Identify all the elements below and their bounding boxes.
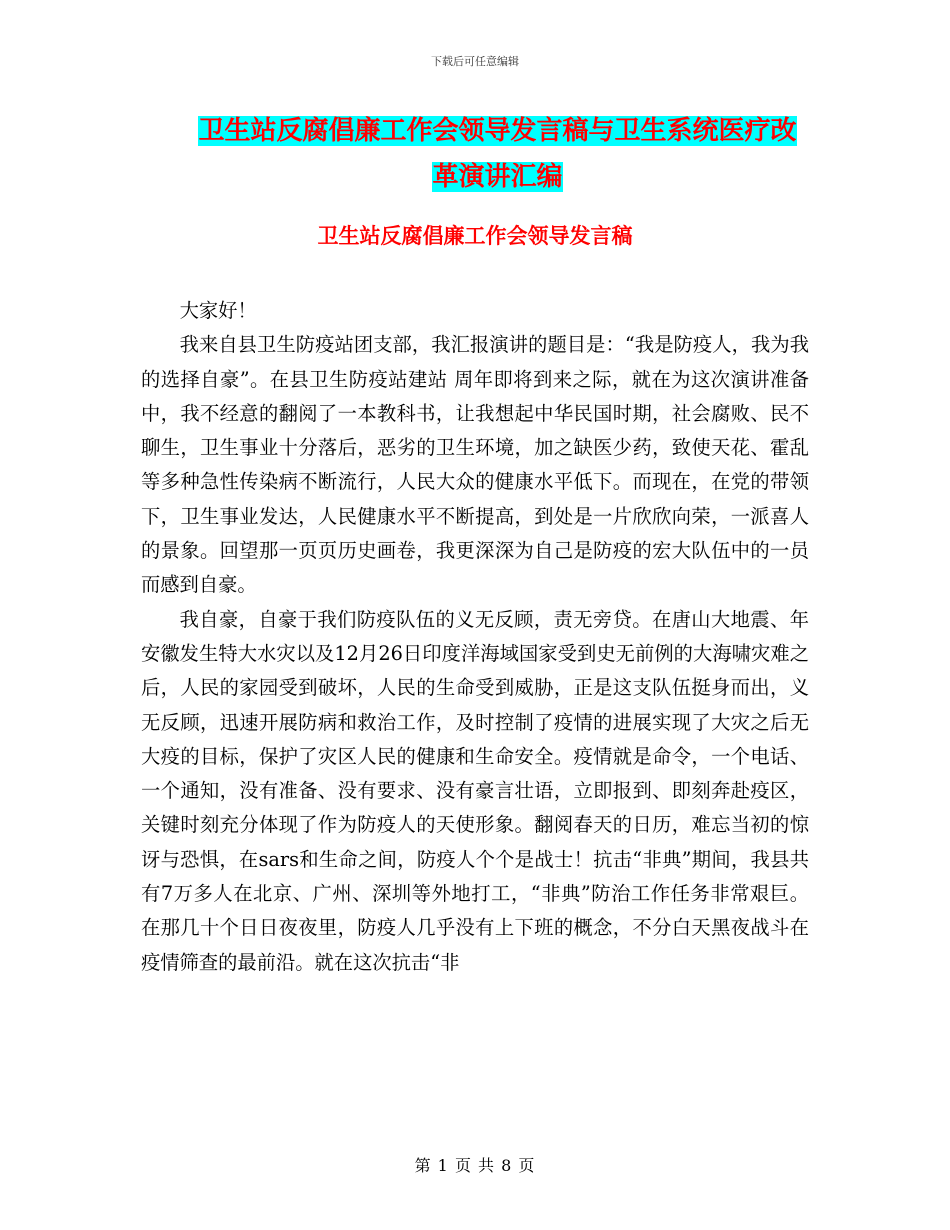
paragraph-greeting: 大家好！ xyxy=(179,299,257,322)
paragraph-pride: 我自豪，自豪于我们防疫队伍的义无反顾，责无旁贷。在唐山大地震、年安徽发生特大水灾以及12月26日印度洋海域国家受到史无前例的大海啸灾难之后，人民的家园受到破坏，人民的生命受到威胁，正是这支队伍挺身而出，义无反顾，迅速开展防病和救治工作，及时控制了疫情的进展实现了大灾之后无大疫的目标，保护了灾区人民的健康和生命安全。疫情就是命令，一个电话、一个通知，没有准备、没有要求、没有豪言壮语，立即报到、即刻奔赴疫区，关键时刻充分体现了作为防疫人的天使形象。翻阅春天的日历，难忘当初的惊讶与恐惧，在sars和生命之间，防疫人个个是战士！抗击“非典”期间，我县共有7万多人在北京、广州、深圳等外地打工，“非典”防治工作任务非常艰巨。在那几十个日日夜夜里，防疫人几乎没有上下班的概念，不分白天黑夜战斗在疫情筛查的最前沿。就在这次抗击“非 xyxy=(141,607,809,974)
page-number-footer: 第 1 页 共 8 页 xyxy=(414,1156,536,1175)
document-title xyxy=(130,108,865,200)
header-note: 下载后可任意编辑 xyxy=(431,55,519,68)
document-title-line-1: 卫生站反腐倡廉工作会领导发言稿与卫生系统医疗改 xyxy=(198,116,797,146)
body-text xyxy=(141,294,809,980)
section-title: 卫生站反腐倡廉工作会领导发言稿 xyxy=(317,224,633,248)
document-title-line-2: 革演讲汇编 xyxy=(432,162,563,192)
paragraph-intro: 我来自县卫生防疫站团支部，我汇报演讲的题目是：“我是防疫人，我为我的选择自豪”。在县卫生防疫站建站 周年即将到来之际，就在为这次演讲准备中，我不经意的翻阅了一本教科书，让我想起中华民国时期，社会腐败、民不聊生，卫生事业十分落后，恶劣的卫生环境，加之缺医少药，致使天花、霍乱等多种急性传染病不断流行，人民大众的健康水平低下。而现在，在党的带领下，卫生事业发达，人民健康水平不断提高，到处是一片欣欣向荣，一派喜人的景象。回望那一页页历史画卷，我更深深为自己是防疫的宏大队伍中的一员而感到自豪。 xyxy=(141,333,809,597)
